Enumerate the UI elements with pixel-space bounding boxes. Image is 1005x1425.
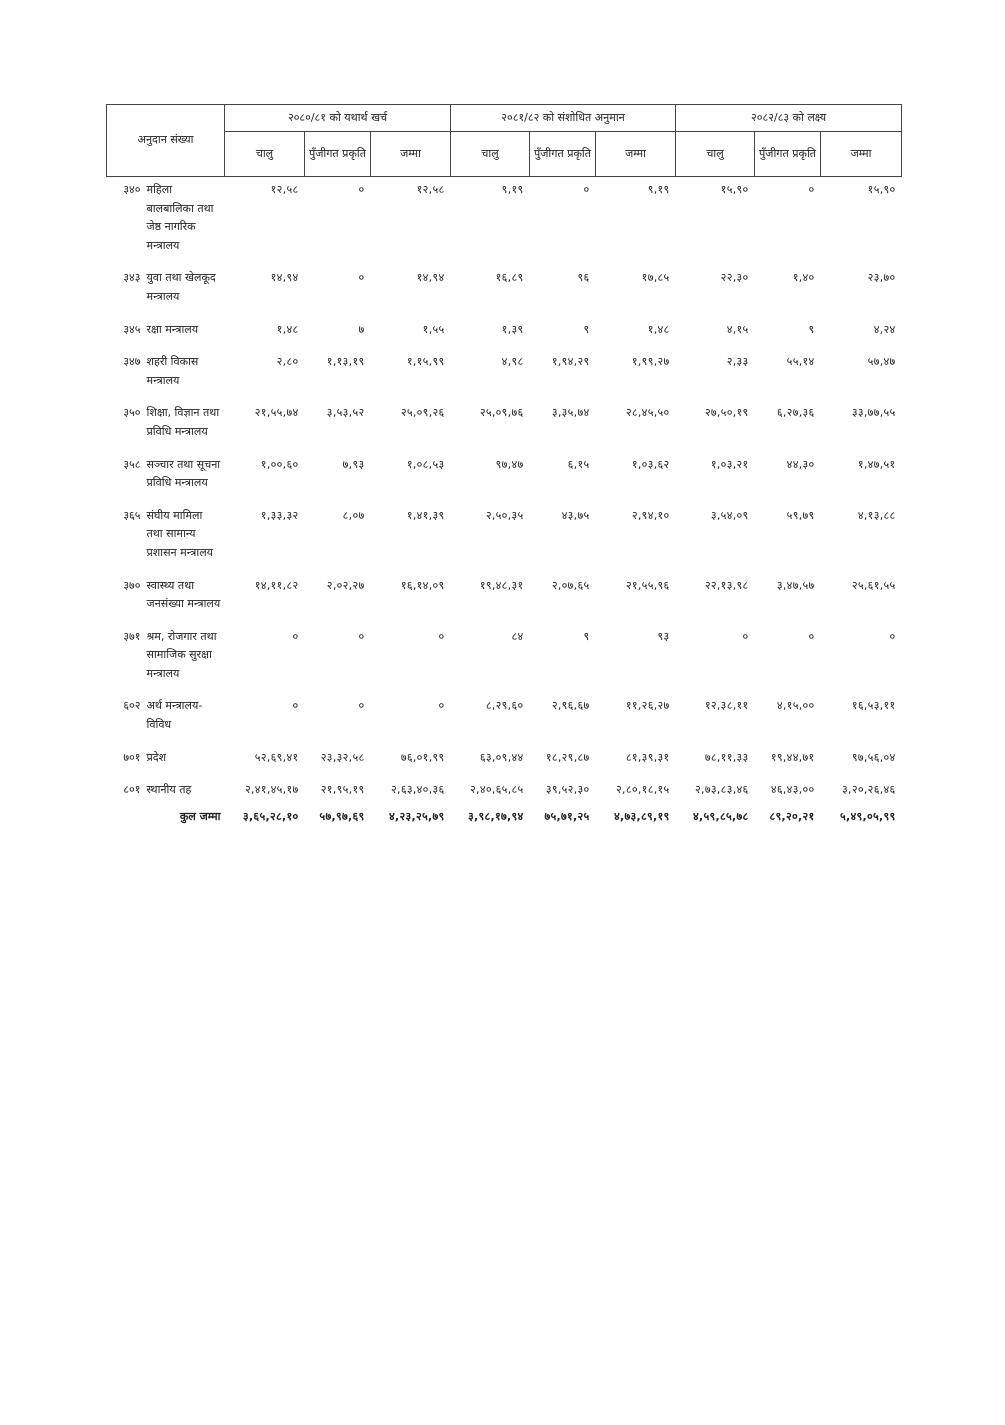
ministry-name: रक्षा मन्त्रालय <box>146 322 199 336</box>
table-row <box>107 450 902 501</box>
ministry-name: संघीय मामिला तथा सामान्य प्रशासन मन्त्रालय <box>146 508 214 559</box>
value-cell: ० <box>889 629 896 643</box>
value-cell: ७८,११,३३ <box>704 750 749 764</box>
subheader-capital: पुँजीगत प्रकृति <box>305 132 371 177</box>
value-cell: २३,७० <box>867 271 896 285</box>
grant-cell-content <box>107 353 225 390</box>
grant-cell <box>107 775 225 808</box>
grant-cell <box>107 571 225 622</box>
subheader-total: जम्मा <box>821 132 902 177</box>
total-value-cell: ७५,७१,२५ <box>544 809 590 823</box>
table-row <box>107 501 902 571</box>
header-row-groups <box>107 105 902 132</box>
ministry-name: प्रदेश <box>146 750 167 764</box>
value-cell: १,४८ <box>647 322 670 336</box>
grant-cell-content <box>107 404 225 441</box>
total-value-cell: ४,२३,२५,७९ <box>388 809 445 823</box>
value-cell: ८,२९,६० <box>485 699 524 713</box>
value-cell: १२,५८ <box>270 183 299 196</box>
subheader-total: जम्मा <box>596 132 676 177</box>
table-row <box>107 691 902 742</box>
grant-code: ३५० <box>123 406 141 420</box>
value-cell: १,४७,५१ <box>857 457 896 471</box>
value-cell: १,४८ <box>276 322 299 336</box>
value-cell: ० <box>358 629 365 643</box>
header-row-subcolumns <box>107 132 902 177</box>
value-cell: २१,९५,१९ <box>320 783 365 797</box>
grant-code: ३४० <box>123 183 141 196</box>
value-cell: ९६ <box>577 271 590 285</box>
value-cell: १५,९० <box>720 183 749 196</box>
value-cell: ९३ <box>657 629 670 643</box>
ministry-name: महिला बालबालिका तथा जेष्ठ नागरिक मन्त्रालय <box>146 183 214 252</box>
value-cell: २२,३० <box>720 271 749 285</box>
value-cell: ८१,३९,३१ <box>625 750 670 764</box>
ministry-name: स्वास्थ्य तथा जनसंख्या मन्त्रालय <box>146 578 221 611</box>
value-cell: ३,३५,७४ <box>551 406 590 420</box>
table-row <box>107 263 902 314</box>
value-cell: ९७,४७ <box>495 457 524 471</box>
value-cell: ४३,७५ <box>561 508 590 522</box>
value-cell: ० <box>438 699 445 713</box>
grant-cell <box>107 177 225 264</box>
value-cell: १,१५,९९ <box>406 355 445 369</box>
value-cell: २३,३२,५८ <box>320 750 365 764</box>
value-cell: ० <box>358 183 365 196</box>
grant-cell-content <box>107 749 225 768</box>
grant-cell-content <box>107 456 225 493</box>
group-header-target: २०८२/८३ को लक्ष्य <box>676 105 902 132</box>
ministry-name: शिक्षा, विज्ञान तथा प्रविधि मन्त्रालय <box>146 406 220 438</box>
grant-code: ३४३ <box>123 271 141 285</box>
total-value-cell: ५,४९,०५,९९ <box>839 809 896 823</box>
value-cell: ४,१३,८८ <box>857 508 896 522</box>
ministry-name: स्थानीय तह <box>146 783 192 797</box>
grant-cell-content <box>107 269 225 306</box>
value-cell: ५२,६९,४१ <box>254 750 299 764</box>
total-value-cell: ८९,२०,२१ <box>769 809 815 823</box>
value-cell: १,४० <box>792 271 815 285</box>
total-value-cell: ५७,९७,६९ <box>319 809 365 823</box>
grant-cell <box>107 315 225 348</box>
value-cell: ९ <box>808 322 815 336</box>
table-row <box>107 571 902 622</box>
grant-code: ३७१ <box>123 629 141 643</box>
value-cell: ४,१५ <box>726 322 749 336</box>
value-cell: ६,१५ <box>567 457 590 471</box>
value-cell: ० <box>808 629 815 643</box>
grant-cell <box>107 450 225 501</box>
budget-table <box>106 104 902 826</box>
value-cell: ० <box>292 699 299 713</box>
value-cell: २१,५५,९६ <box>625 578 670 592</box>
value-cell: २,८० <box>276 355 299 369</box>
value-cell: २,७३,८३,४६ <box>695 783 749 797</box>
value-cell: ६,२७,३६ <box>776 406 815 420</box>
value-cell: १५,९० <box>867 183 896 196</box>
total-label: कुल जम्मा <box>179 809 221 823</box>
value-cell: २,८०,१८,१५ <box>616 783 670 797</box>
value-cell: १,३३,३२ <box>260 508 299 522</box>
value-cell: १,३९ <box>501 322 524 336</box>
grant-cell <box>107 501 225 571</box>
value-cell: ९,१९ <box>501 183 524 196</box>
value-cell: ८,०७ <box>342 508 365 522</box>
grant-cell <box>107 691 225 742</box>
value-cell: २५,०९,२६ <box>400 406 445 420</box>
total-row <box>107 808 902 827</box>
value-cell: १४,११,८२ <box>254 578 299 592</box>
grant-code: ३६५ <box>123 508 141 522</box>
value-cell: १,००,६० <box>260 457 299 471</box>
value-cell: १४,९४ <box>270 271 299 285</box>
value-cell: ६३,०९,४४ <box>479 750 524 764</box>
table-row <box>107 775 902 808</box>
value-cell: ० <box>438 629 445 643</box>
group-header-actual: २०८०/८१ को यथार्थ खर्च <box>225 105 451 132</box>
table-row <box>107 398 902 449</box>
grant-code: ७०१ <box>123 750 141 764</box>
value-cell: २५,०९,७६ <box>479 406 524 420</box>
table-row <box>107 622 902 692</box>
value-cell: ८४ <box>511 629 524 643</box>
table-row <box>107 743 902 776</box>
grant-code: ६०२ <box>123 699 141 713</box>
grant-number-header: अनुदान संख्या <box>107 105 225 177</box>
value-cell: ४,९८ <box>501 355 524 369</box>
value-cell: १२,३८,११ <box>704 699 749 713</box>
value-cell: ० <box>358 699 365 713</box>
value-cell: ९ <box>583 629 590 643</box>
value-cell: १२,५८ <box>416 183 445 196</box>
value-cell: ७,९३ <box>342 457 365 471</box>
value-cell: १,०८,५३ <box>406 457 445 471</box>
value-cell: १६,१४,०९ <box>400 578 445 592</box>
value-cell: ३३,७७,५५ <box>851 406 896 420</box>
value-cell: १,९९,२७ <box>631 355 670 369</box>
value-cell: ९७,५६,०४ <box>851 750 896 764</box>
value-cell: ७ <box>358 322 365 336</box>
value-cell: ३,५३,५२ <box>326 406 365 420</box>
total-value-cell: ३,६५,२८,१० <box>242 809 299 823</box>
subheader-capital: पुँजीगत प्रकृति <box>755 132 821 177</box>
total-value-cell: ४,७३,८९,१९ <box>613 809 670 823</box>
total-value-cell: ४,५९,८५,७८ <box>692 809 749 823</box>
value-cell: ५५,१४ <box>786 355 815 369</box>
grant-code: ८०१ <box>123 783 141 797</box>
value-cell: ४,२४ <box>873 322 896 336</box>
grant-code: ३५८ <box>123 457 141 471</box>
value-cell: ३,४७,५७ <box>776 578 815 592</box>
value-cell: २,५०,३५ <box>485 508 524 522</box>
value-cell: २१,५५,७४ <box>254 406 299 420</box>
table-row <box>107 315 902 348</box>
value-cell: ० <box>583 183 590 196</box>
subheader-total: जम्मा <box>371 132 451 177</box>
value-cell: २,४१,४५,१७ <box>244 783 299 797</box>
value-cell: २,३३ <box>726 355 749 369</box>
value-cell: १,४१,३९ <box>406 508 445 522</box>
value-cell: १७,८५ <box>641 271 670 285</box>
group-header-revised: २०८१/८२ को संशोधित अनुमान <box>451 105 676 132</box>
value-cell: १८,२९,८७ <box>545 750 590 764</box>
value-cell: ० <box>358 271 365 285</box>
value-cell: २,९६,६७ <box>551 699 590 713</box>
grant-cell-content <box>107 628 225 684</box>
grant-cell-content <box>107 321 225 340</box>
value-cell: ३,५४,०९ <box>710 508 749 522</box>
value-cell: ५९,७९ <box>786 508 815 522</box>
ministry-name: सञ्चार तथा सूचना प्रविधि मन्त्रालय <box>146 457 221 490</box>
ministry-name: युवा तथा खेलकूद मन्त्रालय <box>146 271 216 303</box>
subheader-current: चालु <box>676 132 755 177</box>
value-cell: १,१३,१९ <box>326 355 365 369</box>
subheader-current: चालु <box>225 132 305 177</box>
value-cell: १,९४,२९ <box>551 355 590 369</box>
subheader-current: चालु <box>451 132 530 177</box>
value-cell: २,०७,६५ <box>551 578 590 592</box>
grant-cell-content <box>107 181 225 255</box>
value-cell: ० <box>808 183 815 196</box>
value-cell: १६,८९ <box>495 271 524 285</box>
value-cell: ११,२६,२७ <box>625 699 670 713</box>
value-cell: १६,५३,११ <box>851 699 896 713</box>
grant-cell <box>107 398 225 449</box>
value-cell: ९,१९ <box>647 183 670 196</box>
value-cell: ९ <box>583 322 590 336</box>
value-cell: १९,४४,७१ <box>770 750 815 764</box>
value-cell: १४,९४ <box>416 271 445 285</box>
total-value-cell: ३,९८,१७,९४ <box>467 809 524 823</box>
table-row <box>107 177 902 264</box>
value-cell: ३९,५२,३० <box>545 783 590 797</box>
value-cell: ५७,४७ <box>867 355 896 369</box>
value-cell: २५,६१,५५ <box>851 578 896 592</box>
value-cell: १,०३,२१ <box>710 457 749 471</box>
grant-cell-content <box>107 781 225 800</box>
value-cell: ० <box>292 629 299 643</box>
value-cell: २,४०,६५,८५ <box>470 783 524 797</box>
value-cell: २८,४५,५० <box>625 406 670 420</box>
value-cell: ४६,४३,०० <box>770 783 815 797</box>
value-cell: २७,५०,१९ <box>704 406 749 420</box>
table-body <box>107 177 902 827</box>
ministry-name: अर्थ मन्त्रालय- विविध <box>146 699 203 732</box>
grant-cell-content <box>107 577 225 614</box>
grant-code: ३४५ <box>123 322 141 336</box>
value-cell: ० <box>742 629 749 643</box>
grant-cell-content <box>107 507 225 563</box>
grant-cell-content <box>107 697 225 734</box>
value-cell: १,५५ <box>422 322 445 336</box>
value-cell: २२,१३,९८ <box>704 578 749 592</box>
grant-cell <box>107 743 225 776</box>
value-cell: ४,१५,०० <box>776 699 815 713</box>
value-cell: १,०३,६२ <box>631 457 670 471</box>
value-cell: २,०२,२७ <box>326 578 365 592</box>
value-cell: ७६,०१,९९ <box>400 750 445 764</box>
grant-cell <box>107 347 225 398</box>
value-cell: ३,२०,२६,४६ <box>842 783 896 797</box>
subheader-capital: पुँजीगत प्रकृति <box>530 132 596 177</box>
grant-cell <box>107 622 225 692</box>
ministry-name: शहरी विकास मन्त्रालय <box>146 355 199 387</box>
grant-cell <box>107 263 225 314</box>
value-cell: २,९४,१० <box>631 508 670 522</box>
value-cell: २,६३,४०,३६ <box>391 783 445 797</box>
value-cell: ४४,३० <box>786 457 815 471</box>
value-cell: १९,४८,३१ <box>479 578 524 592</box>
ministry-name: श्रम, रोजगार तथा सामाजिक सुरक्षा मन्त्रालय <box>146 629 217 680</box>
grant-code: ३४७ <box>123 355 141 369</box>
grant-code: ३७० <box>123 578 141 592</box>
table-row <box>107 347 902 398</box>
